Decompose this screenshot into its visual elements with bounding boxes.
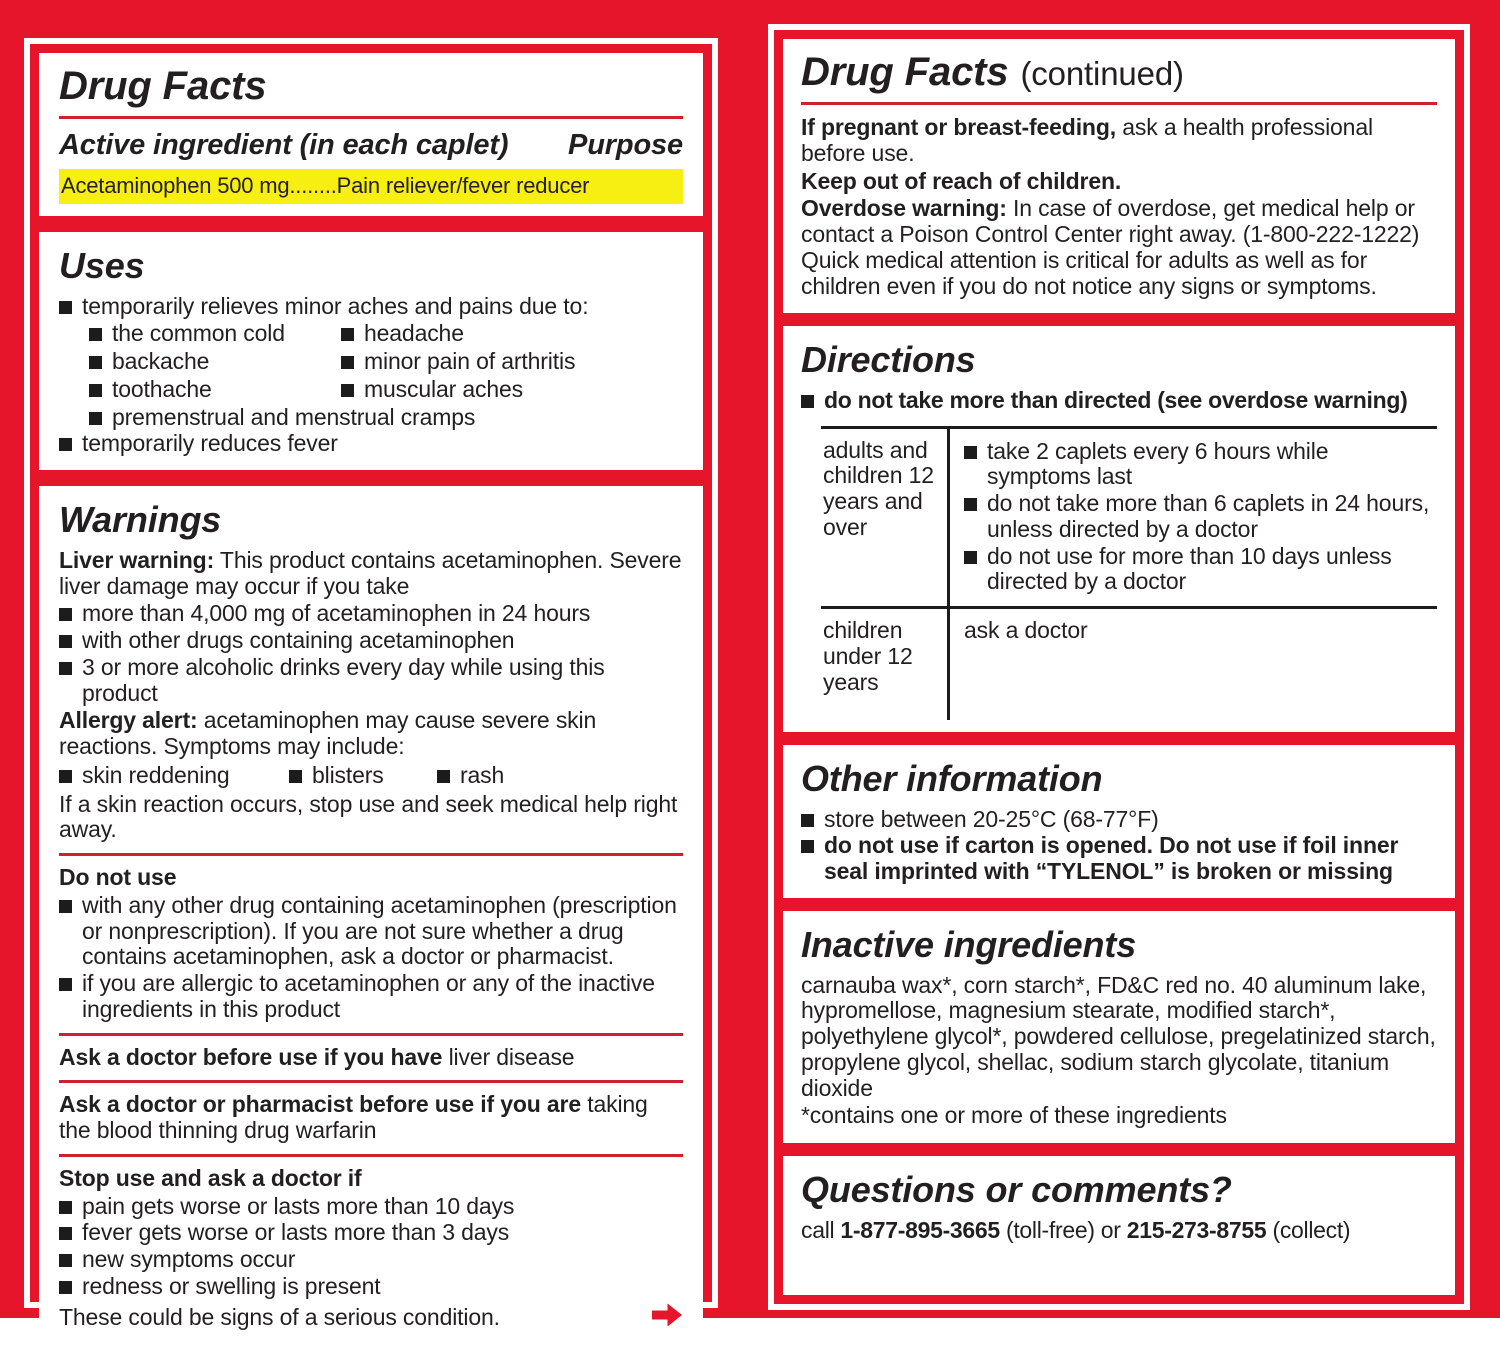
divider [59,116,683,119]
square-bullet-icon [89,412,102,425]
square-bullet-icon [341,328,354,341]
inactive-ingredients-panel [783,911,1455,1143]
list-item: do not use for more than 10 days unless directed by a doctor [964,544,1437,596]
purpose-label: Purpose [568,129,683,161]
drug-facts-left-column [24,38,718,1330]
serious-condition-text: These could be signs of a serious condition. [59,1303,500,1330]
active-ingredient-label: Active ingredient (in each caplet) [59,129,509,161]
square-bullet-icon [341,356,354,369]
square-bullet-icon [59,770,72,783]
overdose-warning: Overdose warning: In case of overdose, get medical help or contact a Poison Control Center right away. (1-800-222-1222) Quick medical attention is critical for adults as well as for children even if you do not notice any signs or symptoms. [801,195,1420,299]
square-bullet-icon [964,498,977,511]
continue-arrow-icon [651,1302,683,1334]
drug-facts-right-column [768,24,1470,1310]
dose-instructions-cell: ask a doctor [947,609,1437,720]
list-item: do not use if carton is opened. Do not use if foil inner seal imprinted with “TYLENOL” is broken or missing [801,833,1437,885]
square-bullet-icon [801,840,814,853]
list-item: muscular aches [341,377,683,403]
list-item: do not take more than directed (see overdose warning) [801,388,1437,414]
stop-use-lead: Stop use and ask a doctor if [59,1164,362,1191]
square-bullet-icon [59,438,72,451]
dose-group-cell: adults and children 12 years and over [823,436,934,540]
liver-warning: Liver warning: This product contains acetaminophen. Severe liver damage may occur if you take [59,546,682,599]
square-bullet-icon [89,356,102,369]
ask-doctor-or-pharmacist: Ask a doctor or pharmacist before use if you are taking the blood thinning drug warfarin [59,1091,648,1144]
allergy-alert: Allergy alert: acetaminophen may cause severe skin reactions. Symptoms may include: [59,707,597,760]
square-bullet-icon [437,770,450,783]
divider [59,1033,683,1036]
list-item: temporarily relieves minor aches and pains due to: [59,294,683,320]
square-bullet-icon [801,395,814,408]
table-row [821,429,1437,610]
list-item: if you are allergic to acetaminophen or any of the inactive ingredients in this product [59,971,683,1023]
divider [59,853,683,856]
questions-panel [783,1156,1455,1295]
list-item: with any other drug containing acetaminophen (prescription or nonprescription). If you are not sure whether a drug contains acetaminophen, ask a doctor or pharmacist. [59,893,683,970]
warnings-panel [39,486,703,1345]
square-bullet-icon [59,1201,72,1214]
uses-panel [39,232,703,470]
square-bullet-icon [89,328,102,341]
list-item: toothache [89,377,341,403]
square-bullet-icon [59,900,72,913]
drug-facts-continued-panel [783,39,1455,313]
dose-instructions-cell [947,429,1437,607]
square-bullet-icon [59,608,72,621]
allergy-after-text: If a skin reaction occurs, stop use and seek medical help right away. [59,790,678,843]
dosing-table [821,426,1437,721]
list-item: store between 20-25°C (68-77°F) [801,807,1437,833]
list-item: minor pain of arthritis [341,349,683,375]
divider [59,1154,683,1157]
toll-free-number: 1-877-895-3665 [840,1216,1000,1243]
divider [59,1080,683,1083]
ingredient-highlight: Acetaminophen 500 mg........Pain reliever/fever reducer [59,169,683,204]
drug-facts-continued-title: Drug Facts (continued) [801,50,1184,94]
allergy-symptom-list [59,762,683,790]
list-item: backache [89,349,341,375]
list-item: more than 4,000 mg of acetaminophen in 24 hours [59,601,683,627]
ask-doctor: Ask a doctor before use if you have liver disease [59,1043,575,1070]
table-row [821,609,1437,720]
list-item: redness or swelling is present [59,1274,683,1300]
list-item: the common cold [89,321,341,347]
active-ingredient-panel [39,53,703,216]
inactive-ingredients-title: Inactive ingredients [801,923,1137,965]
list-item: blisters [289,763,437,789]
square-bullet-icon [59,635,72,648]
square-bullet-icon [59,1281,72,1294]
stop-use-footer [59,1302,683,1334]
list-item: do not take more than 6 caplets in 24 hours, unless directed by a doctor [964,491,1437,543]
list-item: new symptoms occur [59,1247,683,1273]
square-bullet-icon [801,814,814,827]
pregnant-warning: If pregnant or breast-feeding, ask a health professional before use. [801,114,1373,166]
list-item: premenstrual and menstrual cramps [89,405,683,431]
uses-sub-list [89,320,683,403]
list-item: fever gets worse or lasts more than 3 days [59,1220,683,1246]
square-bullet-icon [59,1254,72,1267]
active-ingredient-header [59,129,683,161]
square-bullet-icon [289,770,302,783]
list-item: rash [437,763,504,789]
contact-line: call 1-877-895-3665 (toll-free) or 215-273-8755 (collect) [801,1216,1351,1243]
list-item: skin reddening [59,763,289,789]
square-bullet-icon [89,384,102,397]
warnings-title: Warnings [59,499,222,541]
allergy-alert-lead: Allergy alert: [59,707,198,734]
liver-warning-lead: Liver warning: [59,546,215,573]
list-item: headache [341,321,683,347]
do-not-use-lead: Do not use [59,864,177,891]
other-information-title: Other information [801,758,1103,800]
square-bullet-icon [59,662,72,675]
square-bullet-icon [59,1227,72,1240]
list-item: pain gets worse or lasts more than 10 days [59,1194,683,1220]
square-bullet-icon [59,978,72,991]
inactive-ingredients-text: carnauba wax*, corn starch*, FD&C red no. 40 aluminum lake, hypromellose, magnesium stearate, modified starch*, polyethylene glycol*, powdered cellulose, pregelatinized starch, propylene glycol, shellac, sodium starch glycolate, titanium dioxide [801,971,1436,1101]
square-bullet-icon [59,301,72,314]
square-bullet-icon [964,446,977,459]
directions-panel [783,326,1455,732]
square-bullet-icon [964,551,977,564]
questions-title: Questions or comments? [801,1169,1232,1211]
other-information-panel [783,745,1455,898]
keep-out-of-reach: Keep out of reach of children. [801,167,1122,194]
collect-number: 215-273-8755 [1126,1216,1267,1243]
square-bullet-icon [341,384,354,397]
inactive-ingredients-footnote: *contains one or more of these ingredients [801,1102,1227,1129]
list-item: 3 or more alcoholic drinks every day while using this product [59,655,683,707]
list-item: with other drugs containing acetaminophen [59,628,683,654]
directions-title: Directions [801,339,976,381]
list-item: temporarily reduces fever [59,431,683,457]
divider [801,102,1437,105]
list-item: take 2 caplets every 6 hours while symptoms last [964,439,1437,491]
uses-title: Uses [59,245,145,287]
dose-group-cell: children under 12 years [823,617,913,695]
drug-facts-title: Drug Facts [59,64,267,108]
